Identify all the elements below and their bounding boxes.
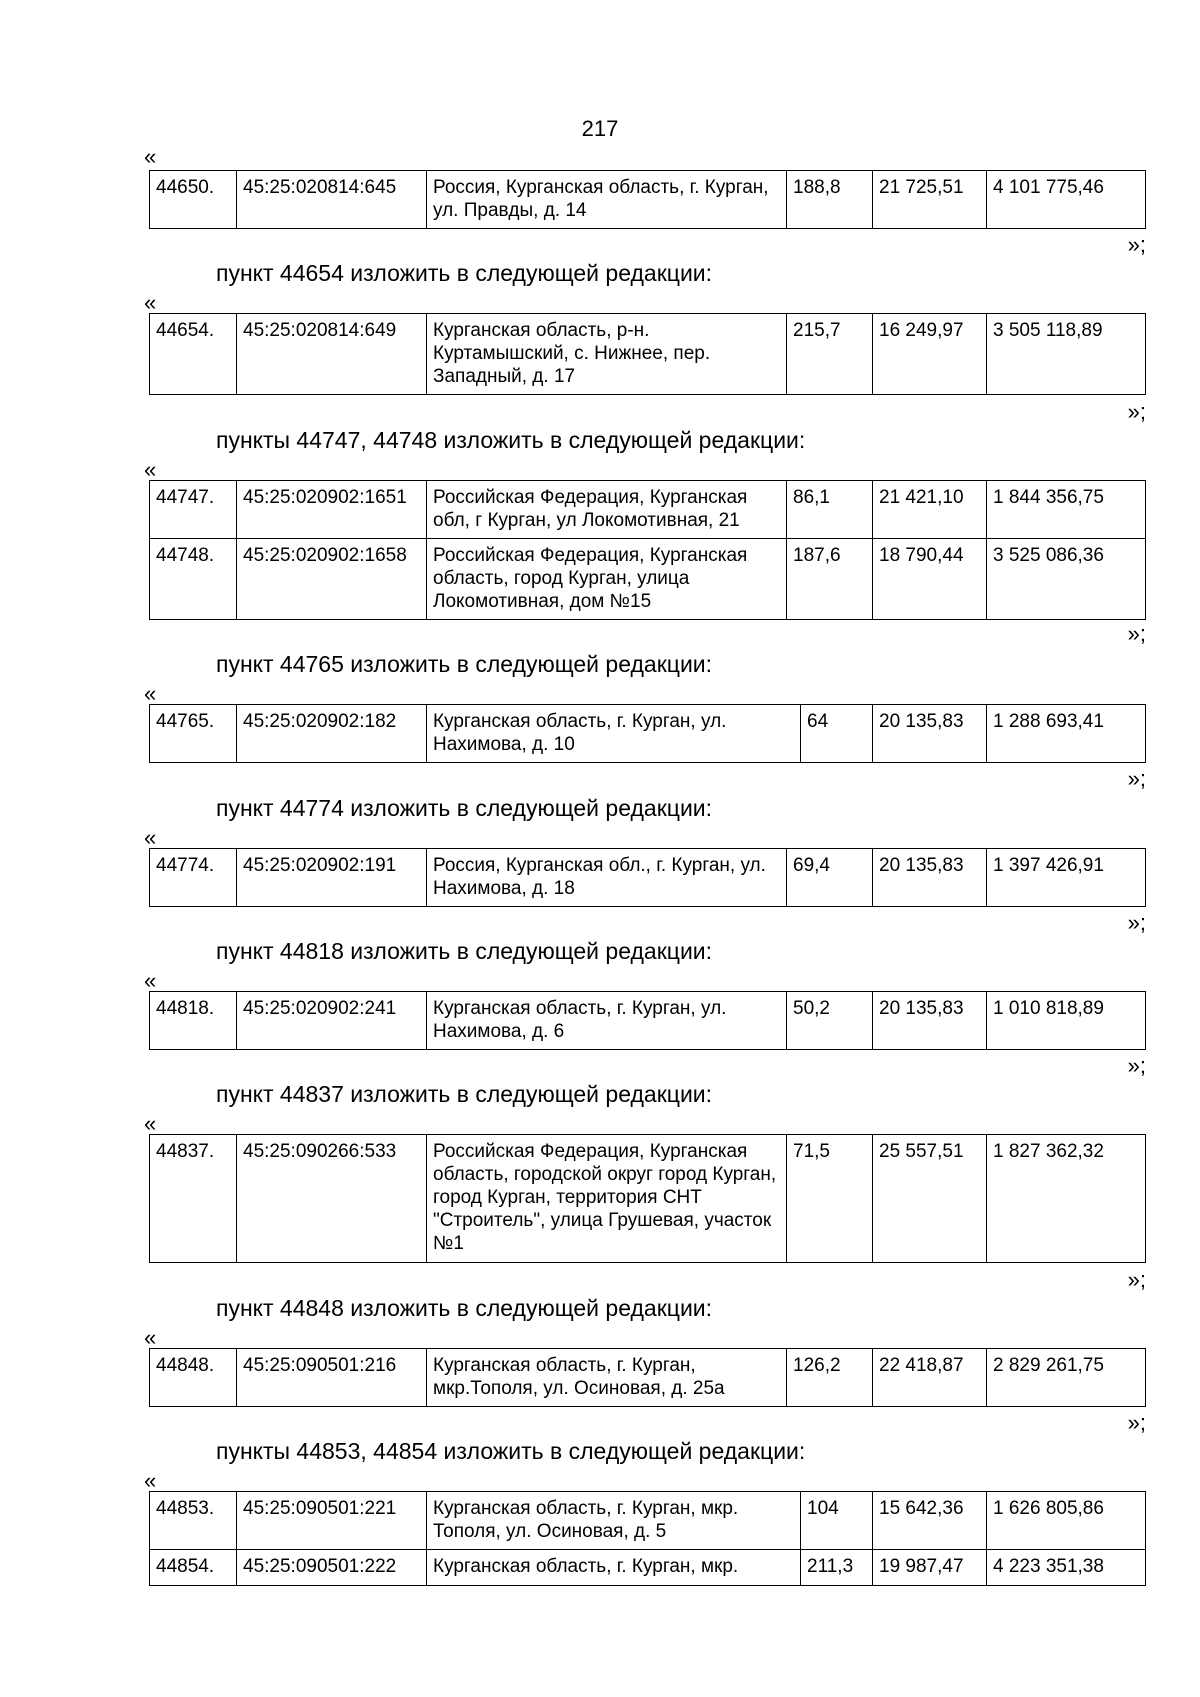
quote-close: »;	[1127, 399, 1146, 424]
cadastral-number: 45:25:020902:1658	[237, 539, 427, 620]
amendment-table	[149, 1491, 1146, 1586]
cadastral-number: 45:25:090501:222	[237, 1550, 427, 1586]
property-address: Курганская область, г. Курган, мкр.Тополя, ул. Осиновая, д. 25а	[427, 1349, 787, 1407]
specific-value: 21 421,10	[873, 481, 987, 539]
specific-value: 25 557,51	[873, 1135, 987, 1263]
item-number: 44853.	[150, 1492, 237, 1550]
cadastral-value: 1 288 693,41	[987, 705, 1146, 763]
amendment-instruction: пункт 44848 изложить в следующей редакции:	[216, 1295, 713, 1321]
property-area: 69,4	[787, 849, 873, 907]
cadastral-value: 1 010 818,89	[987, 992, 1146, 1050]
amendment-instruction: пункт 44654 изложить в следующей редакции:	[216, 260, 713, 286]
quote-close: »;	[1127, 1053, 1146, 1078]
quote-close: »;	[1127, 766, 1146, 791]
specific-value: 21 725,51	[873, 171, 987, 229]
amendment-table	[149, 1134, 1146, 1263]
cadastral-number: 45:25:020902:1651	[237, 481, 427, 539]
property-address: Курганская область, р-н. Куртамышский, с. Нижнее, пер. Западный, д. 17	[427, 314, 787, 395]
amendment-table	[149, 480, 1146, 620]
amendment-instruction: пункт 44818 изложить в следующей редакции:	[216, 938, 713, 964]
specific-value: 20 135,83	[873, 992, 987, 1050]
table-row	[150, 539, 1146, 620]
specific-value: 20 135,83	[873, 849, 987, 907]
item-number: 44848.	[150, 1349, 237, 1407]
quote-close: »;	[1127, 621, 1146, 646]
table-row	[150, 849, 1146, 907]
specific-value: 15 642,36	[873, 1492, 987, 1550]
item-number: 44748.	[150, 539, 237, 620]
amendment-table	[149, 1348, 1146, 1407]
property-area: 215,7	[787, 314, 873, 395]
item-number: 44654.	[150, 314, 237, 395]
cadastral-value: 4 223 351,38	[987, 1550, 1146, 1586]
specific-value: 19 987,47	[873, 1550, 987, 1586]
quote-open: «	[144, 825, 157, 850]
property-area: 187,6	[787, 539, 873, 620]
item-number: 44837.	[150, 1135, 237, 1263]
quote-open: «	[144, 144, 157, 169]
cadastral-value: 1 397 426,91	[987, 849, 1146, 907]
property-area: 86,1	[787, 481, 873, 539]
amendment-instruction: пункты 44853, 44854 изложить в следующей редакции:	[216, 1438, 806, 1464]
cadastral-number: 45:25:090501:221	[237, 1492, 427, 1550]
amendment-table	[149, 704, 1146, 763]
cadastral-number: 45:25:020814:649	[237, 314, 427, 395]
quote-open: «	[144, 968, 157, 993]
specific-value: 18 790,44	[873, 539, 987, 620]
property-address: Курганская область, г. Курган, ул. Нахимова, д. 10	[427, 705, 801, 763]
cadastral-value: 1 844 356,75	[987, 481, 1146, 539]
quote-open: «	[144, 457, 157, 482]
page-number: 217	[581, 116, 619, 141]
quote-open: «	[144, 1111, 157, 1136]
cadastral-value: 1 626 805,86	[987, 1492, 1146, 1550]
table-row	[150, 1550, 1146, 1586]
property-area: 104	[801, 1492, 873, 1550]
property-area: 126,2	[787, 1349, 873, 1407]
table-row	[150, 481, 1146, 539]
quote-open: «	[144, 290, 157, 315]
item-number: 44774.	[150, 849, 237, 907]
specific-value: 22 418,87	[873, 1349, 987, 1407]
cadastral-value: 4 101 775,46	[987, 171, 1146, 229]
amendment-table	[149, 848, 1146, 907]
item-number: 44854.	[150, 1550, 237, 1586]
item-number: 44765.	[150, 705, 237, 763]
cadastral-value: 3 505 118,89	[987, 314, 1146, 395]
property-address: Курганская область, г. Курган, ул. Нахимова, д. 6	[427, 992, 787, 1050]
table-row	[150, 705, 1146, 763]
quote-open: «	[144, 1325, 157, 1350]
specific-value: 16 249,97	[873, 314, 987, 395]
table-row	[150, 1135, 1146, 1263]
table-row	[150, 1492, 1146, 1550]
property-address: Российская Федерация, Курганская обл, г Курган, ул Локомотивная, 21	[427, 481, 787, 539]
amendment-instruction: пункты 44747, 44748 изложить в следующей редакции:	[216, 427, 806, 453]
quote-close: »;	[1127, 1410, 1146, 1435]
property-address: Российская Федерация, Курганская область, город Курган, улица Локомотивная, дом №15	[427, 539, 787, 620]
amendment-table	[149, 313, 1146, 395]
table-row	[150, 171, 1146, 229]
cadastral-value: 2 829 261,75	[987, 1349, 1146, 1407]
item-number: 44650.	[150, 171, 237, 229]
property-address: Курганская область, г. Курган, мкр. Тополя, ул. Осиновая, д. 5	[427, 1492, 801, 1550]
amendment-instruction: пункт 44774 изложить в следующей редакции:	[216, 795, 713, 821]
amendment-table	[149, 170, 1146, 229]
property-area: 188,8	[787, 171, 873, 229]
table-row	[150, 1349, 1146, 1407]
cadastral-number: 45:25:090266:533	[237, 1135, 427, 1263]
cadastral-value: 1 827 362,32	[987, 1135, 1146, 1263]
quote-open: «	[144, 681, 157, 706]
cadastral-number: 45:25:090501:216	[237, 1349, 427, 1407]
property-address: Российская Федерация, Курганская область, городской округ город Курган, город Курган, территория СНТ "Строитель", улица Грушевая, участок №1	[427, 1135, 787, 1263]
quote-close: »;	[1127, 1267, 1146, 1292]
table-row	[150, 992, 1146, 1050]
property-address: Россия, Курганская область, г. Курган, ул. Правды, д. 14	[427, 171, 787, 229]
quote-close: »;	[1127, 232, 1146, 257]
amendment-instruction: пункт 44765 изложить в следующей редакции:	[216, 651, 713, 677]
cadastral-value: 3 525 086,36	[987, 539, 1146, 620]
specific-value: 20 135,83	[873, 705, 987, 763]
property-area: 71,5	[787, 1135, 873, 1263]
property-area: 64	[801, 705, 873, 763]
cadastral-number: 45:25:020814:645	[237, 171, 427, 229]
property-area: 211,3	[801, 1550, 873, 1586]
item-number: 44747.	[150, 481, 237, 539]
cadastral-number: 45:25:020902:241	[237, 992, 427, 1050]
property-address: Курганская область, г. Курган, мкр.	[427, 1550, 801, 1586]
property-address: Россия, Курганская обл., г. Курган, ул. Нахимова, д. 18	[427, 849, 787, 907]
amendment-table	[149, 991, 1146, 1050]
table-row	[150, 314, 1146, 395]
quote-open: «	[144, 1468, 157, 1493]
property-area: 50,2	[787, 992, 873, 1050]
quote-close: »;	[1127, 910, 1146, 935]
item-number: 44818.	[150, 992, 237, 1050]
cadastral-number: 45:25:020902:182	[237, 705, 427, 763]
amendment-instruction: пункт 44837 изложить в следующей редакции:	[216, 1081, 713, 1107]
cadastral-number: 45:25:020902:191	[237, 849, 427, 907]
